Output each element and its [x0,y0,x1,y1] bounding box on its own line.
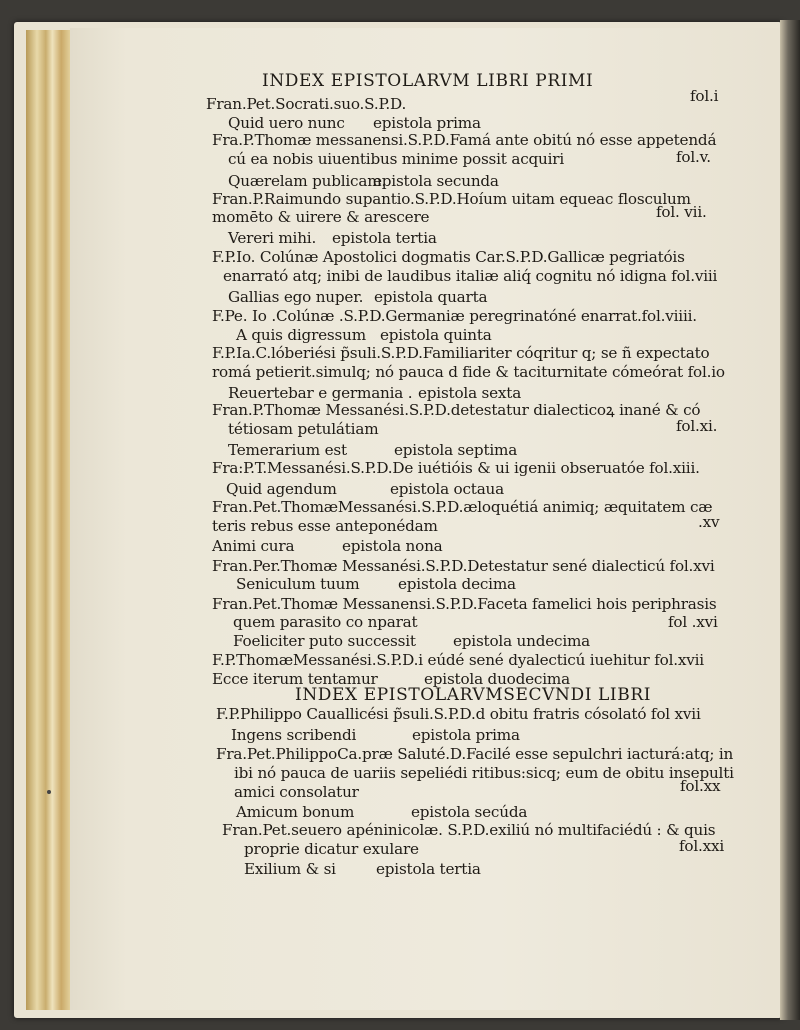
entry-incipit: Ingens scribendi [231,726,357,744]
entry-epistola: epistola undecima [453,632,591,650]
entry-heading: F.P.ThomæMessanési.S.P.D.i eúdé sené dyalecticú iuehitur fol.xvii [212,651,704,669]
entry-incipit: Quid uero nunc [228,114,345,132]
entry-heading: Fran.Per.Thomæ Messanési.S.P.D.Detestatur sené dialecticú fol.xvi [212,557,715,575]
entry-heading: Fra.Pet.PhilippoCa.præ Saluté.D.Facilé esse sepulchri iacturá:atq; in [216,745,734,763]
entry-epistola: epistola prima [373,114,481,132]
entry-incipit: Temerarium est [228,441,347,459]
entry-epistola: epistola quarta [374,288,488,306]
entry-incipit: Vereri mihi. [228,229,317,247]
entry-heading: F.P.Ia.C.lóberiési p̃suli.S.P.D.Familiariter cóqritur q; se ñ expectato [212,344,710,362]
folio-number: fol.xxi [679,837,725,855]
entry-heading: Fran.Pet.Socrati.suo.S.P.D. [206,95,407,113]
entry-heading: tétiosam petulátiam [228,420,379,438]
entry-heading: momēto & uirere & arescere [212,208,430,226]
folio-number: fol.xx [680,777,721,795]
entry-epistola: epistola septima [394,441,518,459]
entry-epistola: epistola sexta [418,384,522,402]
entry-epistola: epistola duodecima [424,670,570,688]
entry-incipit: Quærelam publicam. [228,172,387,190]
entry-epistola: epistola octaua [390,480,504,498]
index-heading-book-1: INDEX EPISTOLARVM LIBRI PRIMI [262,71,594,91]
entry-heading: amici consolatur [234,783,359,801]
entry-incipit: Quid agendum [226,480,337,498]
entry-incipit: Gallias ego nuper. [228,288,364,306]
entry-heading: quem parasito co nparat [233,613,418,631]
entry-epistola: epistola tertia [376,860,481,878]
entry-heading: Fran.Pet.Thomæ Messanensi.S.P.D.Faceta famelici hois periphrasis [212,595,717,613]
entry-heading: F.P.Philippo Cauallicési p̃suli.S.P.D.d obitu fratris cósolató fol xvii [216,705,701,723]
entry-heading: Fran.Pet.ThomæMessanési.S.P.D.æloquétiá animiq; æquitatem cæ [212,498,713,516]
folio-number: fol.v. [676,148,711,166]
entry-epistola: epistola secúda [411,803,528,821]
folio-number: fol. vii. [656,203,707,221]
entry-epistola: epistola tertia [332,229,437,247]
entry-heading: F.P.Io. Colúnæ Apostolici dogmatis Car.S.P.D.Gallicæ pegriatóis [212,248,685,266]
entry-incipit: Reuertebar e germania . [228,384,413,402]
entry-heading: teris rebus esse anteponédam [212,517,438,535]
folio-number: fol .xvi [668,613,718,631]
folio-number: fol.xi. [676,417,718,435]
entry-incipit: Amicum bonum [236,803,355,821]
entry-heading: proprie dicatur exulare [244,840,419,858]
entry-incipit: A quis digressum [236,326,366,344]
entry-epistola: epistola nona [342,537,443,555]
folio-number: fol.i [690,87,719,105]
entry-heading: Fran.P.Raimundo supantio.S.P.D.Hoíum uitam equeac flosculum [212,190,691,208]
entry-heading: F.Pe. Io .Colúnæ .S.P.D.Germaniæ peregrinatóné enarrat.fol.viiii. [212,307,697,325]
entry-heading: Fran.P.Thomæ Messanési.S.P.D.detestatur dialecticoꝝ inané & có [212,401,701,419]
entry-incipit: Animi cura [212,537,295,555]
entry-heading: Fra.P.Thomæ messanensi.S.P.D.Famá ante obitú nó esse appetendá [212,131,717,149]
entry-epistola: epistola quinta [380,326,492,344]
entry-epistola: epistola decima [398,575,516,593]
index-heading-book-2: INDEX EPISTOLARVMSECVNDI LIBRI [295,685,652,705]
entry-heading: cú ea nobis uiuentibus minime possit acquiri [228,150,564,168]
entry-incipit: Foeliciter puto successit [233,632,416,650]
entry-heading: enarrató atq; inibi de laudibus italiæ aliq́ cognitu nó idigna fol.viii [223,267,718,285]
entry-epistola: epistola secunda [373,172,499,190]
entry-incipit: Ecce iterum tentamur [212,670,378,688]
entry-heading: Fra:P.T.Messanési.S.P.D.De iuétióis & ui igenii obseruatóe fol.xiii. [212,459,700,477]
entry-incipit: Exilium & si [244,860,336,878]
entry-heading: Fran.Pet.seuero apéninicolæ. S.P.D.exiliú nó multifaciédú : & quis [222,821,716,839]
entry-incipit: Seniculum tuum [236,575,360,593]
entry-heading: ibi nó pauca de uariis sepeliédi ritibus:sicq; eum de obitu insepulti [234,764,734,782]
entry-heading: romá petierit.simulq; nó pauca d fide & taciturnitate cómeórat fol.io [212,363,725,381]
folio-number: .xv [698,513,720,531]
entry-epistola: epistola prima [412,726,520,744]
